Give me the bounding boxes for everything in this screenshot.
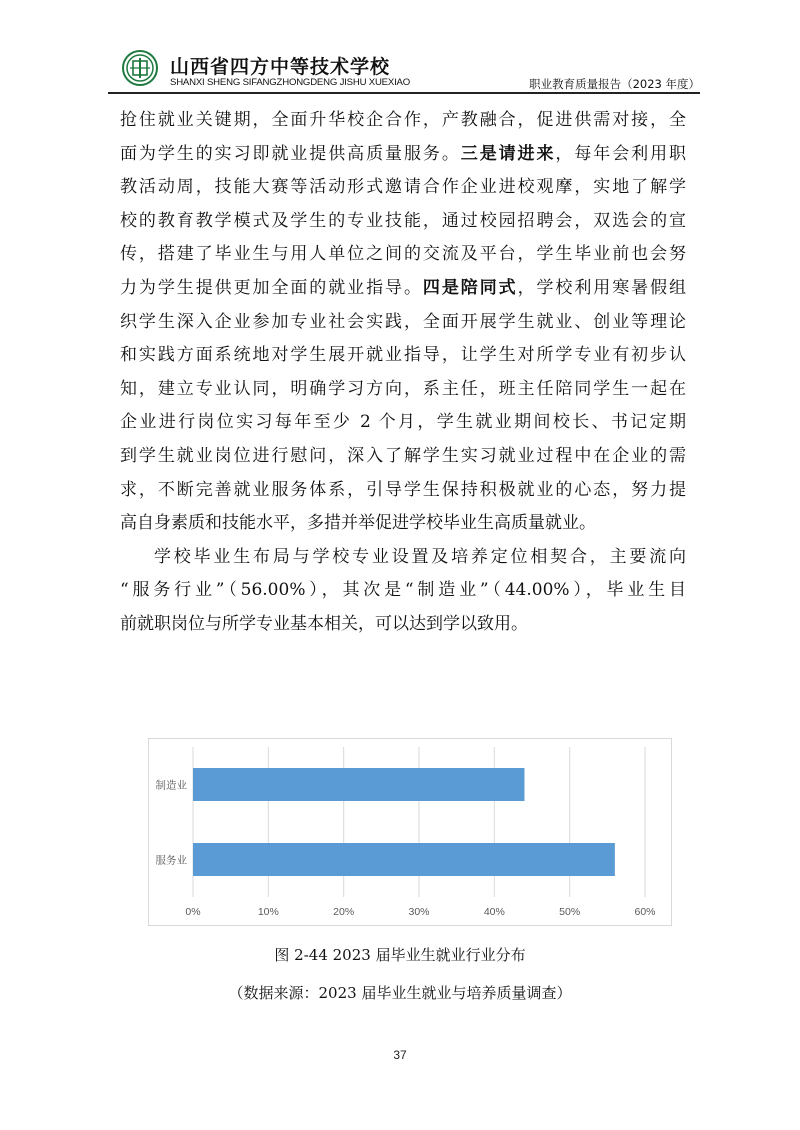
x-tick-label: 60%	[634, 906, 656, 918]
text-line-15: “服务行业”（56.00%），其次是“制造业”（44.00%），毕业生目	[120, 580, 686, 601]
x-tick-label: 0%	[185, 906, 201, 918]
page-number: 37	[393, 1048, 407, 1062]
industry-distribution-chart	[148, 738, 672, 926]
text-line-2	[120, 138, 686, 172]
school-logo-icon	[122, 50, 158, 86]
chart-source: （数据来源：2023 届毕业生就业与培养质量调查）	[228, 984, 572, 1002]
text-line-6	[120, 272, 686, 306]
bold-phrase-qingjinlai: 三是请进来	[460, 143, 556, 164]
text-line-11: 到学生就业岗位进行慰问，深入了解学生实习就业过程中在企业的需	[120, 445, 686, 466]
text-run: ，学校利用寒暑假组	[517, 277, 687, 298]
text-line-1: 抢住就业关键期，全面升华校企合作，产教融合，促进供需对接，全	[120, 110, 686, 130]
text-run: ，每年会利用职	[555, 143, 687, 164]
text-run: 面为学生的实习即就业提供高质量服务。	[120, 143, 461, 164]
text-line-7: 织学生深入企业参加专业社会实践，全面开展学生就业、创业等理论	[120, 311, 686, 332]
school-name-en: SHANXI SHENG SIFANGZHONGDENG JISHU XUEXIAO	[170, 77, 411, 88]
header-divider	[108, 92, 700, 94]
x-tick-label: 30%	[408, 906, 430, 918]
report-title: 职业教育质量报告（2023 年度）	[529, 77, 700, 91]
x-tick-label: 40%	[483, 906, 505, 918]
text-line-16: 前就职岗位与所学专业基本相关，可以达到学以致用。	[120, 613, 528, 634]
bar	[193, 843, 615, 876]
page-header	[108, 46, 700, 92]
bold-phrase-peitongshi: 四是陪同式	[422, 277, 518, 298]
chart-caption: 图 2-44 2023 届毕业生就业行业分布	[274, 946, 526, 964]
text-line-4: 校的教育教学模式及学生的专业技能，通过校园招聘会，双选会的宣	[120, 210, 686, 231]
text-run: 力为学生提供更加全面的就业指导。	[120, 277, 423, 298]
chart-svg	[149, 739, 671, 925]
text-line-10: 企业进行岗位实习每年至少 2 个月，学生就业期间校长、书记定期	[120, 412, 686, 433]
text-line-12: 求，不断完善就业服务体系，引导学生保持积极就业的心态，努力提	[120, 479, 686, 500]
body-text	[120, 104, 686, 642]
text-line-14: 学校毕业生布局与学校专业设置及培养定位相契合，主要流向	[154, 546, 686, 567]
category-label: 服务业	[155, 854, 187, 867]
x-tick-label: 10%	[257, 906, 279, 918]
text-line-8: 和实践方面系统地对学生展开就业指导，让学生对所学专业有初步认	[120, 345, 686, 366]
school-name-cn: 山西省四方中等技术学校	[170, 56, 391, 78]
x-tick-label: 50%	[559, 906, 581, 918]
x-tick-label: 20%	[333, 906, 355, 918]
text-line-5: 传，搭建了毕业生与用人单位之间的交流及平台，学生毕业前也会努	[120, 244, 686, 265]
text-line-13: 高自身素质和技能水平，多措并举促进学校毕业生高质量就业。	[120, 513, 596, 534]
text-line-9: 知，建立专业认同，明确学习方向，系主任，班主任陪同学生一起在	[120, 378, 686, 399]
category-label: 制造业	[155, 779, 187, 792]
bar	[193, 768, 524, 801]
text-line-3: 教活动周，技能大赛等活动形式邀请合作企业进校观摩，实地了解学	[120, 177, 686, 198]
